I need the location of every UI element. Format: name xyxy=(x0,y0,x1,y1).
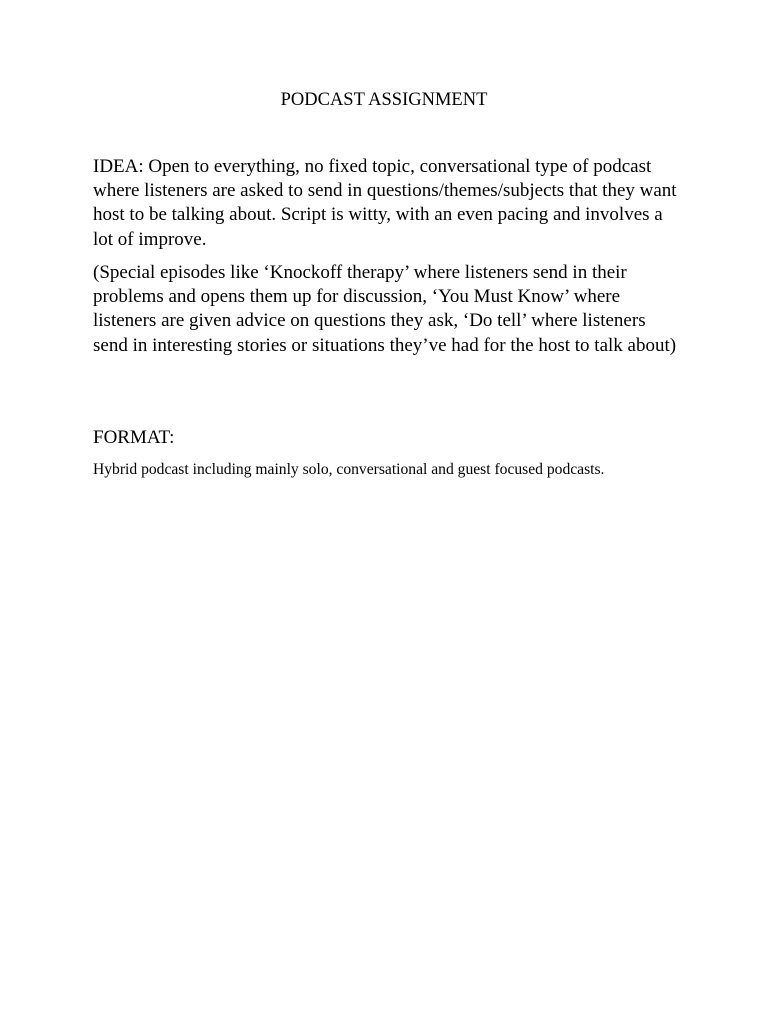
format-paragraph: Hybrid podcast including mainly solo, conversational and guest focused podcasts. xyxy=(93,461,605,478)
document-title: PODCAST ASSIGNMENT xyxy=(280,90,488,110)
special-episodes-paragraph: (Special episodes like ‘Knockoff therapy’ where listeners send in their problems and opens them up for discussion, ‘You Must Know’ where listeners are given advice on questions they ask, ‘Do tell’ where listeners send in interesting stories or situations they’ve had for the host to talk about) xyxy=(93,262,677,356)
format-heading: FORMAT: xyxy=(93,427,175,448)
idea-paragraph: IDEA: Open to everything, no fixed topic, conversational type of podcast where listeners are asked to send in questions/themes/subjects that they want host to be talking about. Script is witty, with an even pacing and involves a lot of improve. xyxy=(93,156,677,250)
